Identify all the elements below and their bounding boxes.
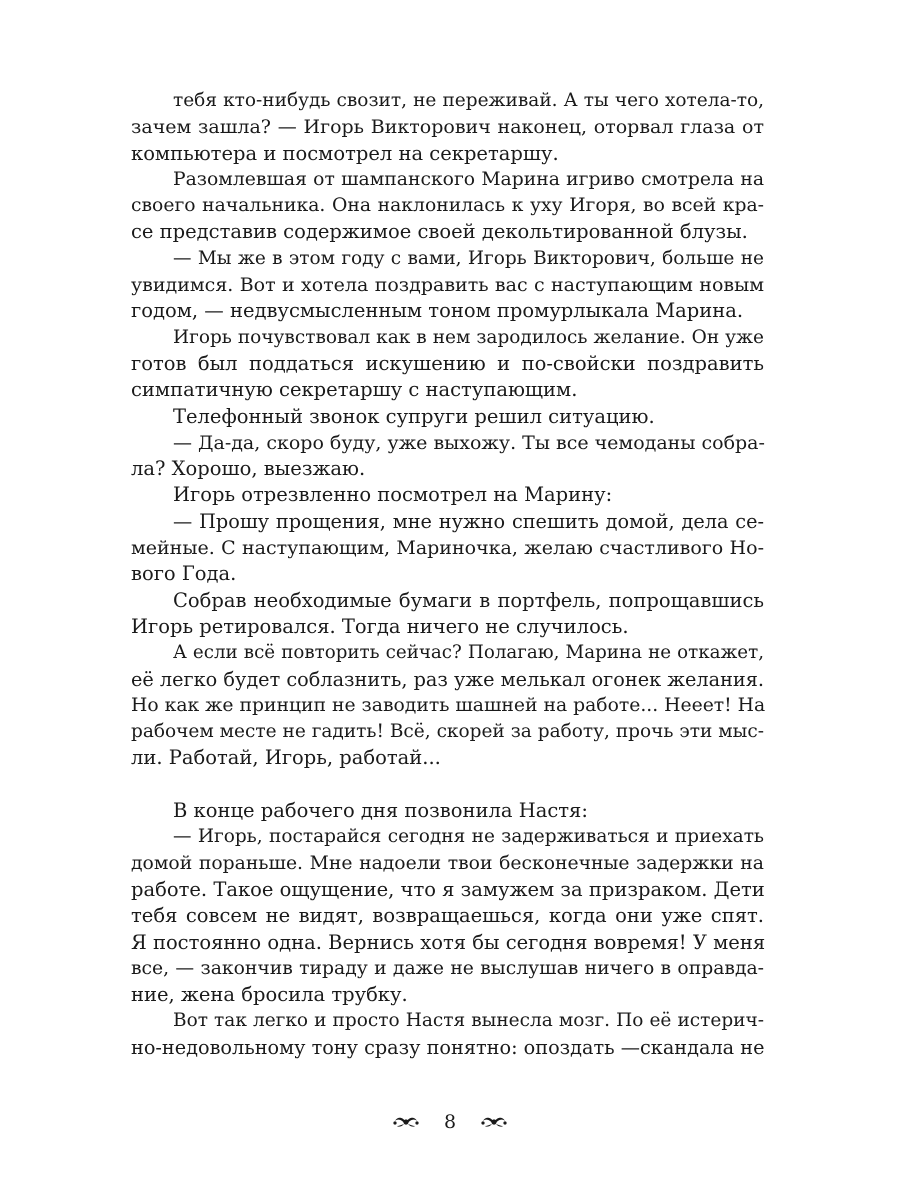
text-line: Игорь ретировался. Тогда ничего не случилось. (131, 614, 629, 638)
text-line: Собрав необходимые бумаги в портфель, попрощавшись (173, 588, 764, 612)
text-line: — Мы же в этом году с вами, Игорь Викторович, больше не (173, 247, 764, 269)
text-line: А если всё повторить сейчас? Полагаю, Марина не откажет, (173, 642, 764, 664)
text-line: В конце рабочего дня позвонила Настя: (173, 799, 588, 823)
text-line: тебя кто-нибудь свозит, не переживай. А ты чего хотела-то, (173, 90, 764, 111)
text-line: её легко будет соблазнить, раз уже мелькал огонек желания. (131, 667, 764, 691)
text-line: увидимся. Вот и хотела поздравить вас с наступающим новым (131, 274, 764, 297)
page-body (131, 88, 764, 1061)
text-line: вого Года. (131, 562, 237, 586)
text-line: Я постоянно одна. Вернись хотя бы сегодня вовремя! У меня (131, 930, 766, 954)
text-line: Вот так легко и просто Настя вынесла мозг. По её истерич- (173, 1010, 764, 1032)
text-line: компьютера и посмотрел на секретаршу. (131, 141, 559, 165)
text-line: все, — закончив тираду и даже не выслушав ничего в оправда- (131, 957, 764, 979)
blank-line (131, 772, 764, 798)
text-line: — Игорь, постарайся сегодня не задерживаться и приехать (173, 826, 764, 848)
text-line: — Да-да, скоро буду, уже выхожу. Ты все чемоданы собра- (173, 431, 765, 454)
text-line: рабочем месте не гадить! Всё, скорей за работу, прочь эти мыс- (131, 721, 764, 743)
text-line: Разомлевшая от шампанского Марина игриво смотрела на (173, 168, 764, 190)
text-line: Телефонный звонок супруги решил ситуацию. (173, 404, 655, 428)
page-number: 8 (443, 1111, 457, 1133)
text-line: зачем зашла? — Игорь Викторович наконец, оторвал глаза от (131, 116, 764, 139)
page-footer (0, 1110, 900, 1133)
text-line: ние, жена бросила трубку. (131, 983, 408, 1007)
text-line: ли. Работай, Игорь, работай... (131, 746, 441, 770)
text-line: се представив содержимое своей декольтированной блузы. (131, 220, 748, 244)
text-line: годом, — недвусмысленным тоном промурлыкала Марина. (131, 299, 744, 323)
text-line: Но как же принцип не заводить шашней на работе... Нееет! На (131, 694, 766, 716)
text-line: — Прошу прощения, мне нужно спешить домой, дела се- (173, 509, 764, 533)
text-line: ла? Хорошо, выезжаю. (131, 457, 366, 481)
right-floral-ornament-icon (480, 1111, 508, 1133)
left-floral-ornament-icon (392, 1111, 420, 1133)
text-line: тебя совсем не видят, возвращаешься, когда они уже спят. (131, 904, 764, 928)
text-line: симпатичную секретаршу с наступающим. (131, 378, 578, 402)
text-line: но-недовольному тону сразу понятно: опоздать —скандала не (131, 1035, 765, 1059)
text-line: домой пораньше. Мне надоели твои бесконечные задержки на (131, 852, 764, 874)
text-line: готов был поддаться искушению и по-свойски поздравить (131, 351, 764, 375)
text-line: мейные. С наступающим, Мариночка, желаю счастливого Но- (131, 537, 764, 560)
text-line: Игорь почувствовал как в нем зародилось желание. Он уже (173, 326, 764, 348)
text-line: своего начальника. Она наклонилась к уху Игоря, во всей кра- (131, 195, 764, 217)
text-line: работе. Такое ощущение, что я замужем за призраком. Дети (131, 877, 765, 901)
text-line: Игорь отрезвленно посмотрел на Марину: (173, 483, 613, 507)
